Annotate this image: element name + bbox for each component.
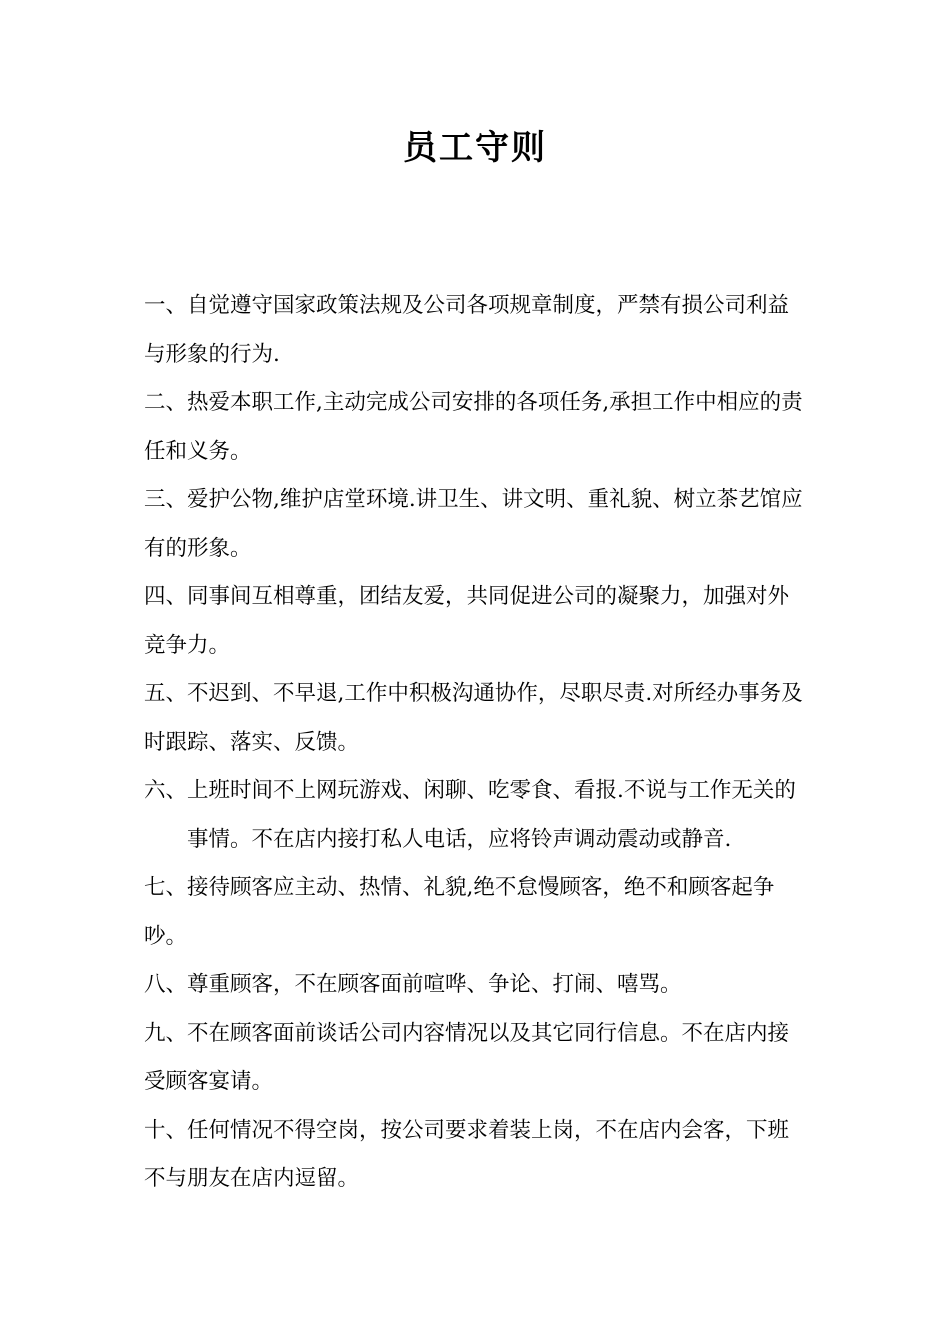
rule-item-6 (144, 767, 808, 864)
rule-item-7 (144, 864, 808, 961)
rule-text: 不在顾客面前谈话公司内容情况以及其它同行信息。不在店内接受顾客宴请。 (144, 1020, 790, 1094)
rule-text: 尊重顾客，不在顾客面前喧哗、争论、打闹、嘻骂。 (187, 972, 682, 997)
rule-text: 爱护公物,维护店堂环境.讲卫生、讲文明、重礼貌、树立茶艺馆应有的形象。 (144, 487, 803, 561)
rule-text: 自觉遵守国家政策法规及公司各项规章制度，严禁有损公司利益与形象的行为. (144, 293, 790, 367)
rules-list (144, 282, 808, 1204)
rule-text: 不迟到、不早退,工作中积极沟通协作，尽职尽责.对所经办事务及时跟踪、落实、反馈。 (144, 681, 803, 755)
rule-text: 上班时间不上网玩游戏、闲聊、吃零食、看报.不说与工作无关的事情。不在店内接打私人电话，应将铃声调动震动或静音. (187, 778, 796, 852)
rule-text: 同事间互相尊重，团结友爱，共同促进公司的凝聚力，加强对外竞争力。 (144, 584, 790, 658)
rule-number: 九、 (144, 1020, 188, 1046)
rule-number: 三、 (144, 487, 188, 512)
document-title: 员工守则 (403, 128, 547, 168)
rule-item-8 (144, 961, 808, 1010)
rule-item-3 (144, 476, 808, 573)
rule-number: 一、 (144, 293, 188, 318)
rule-text: 热爱本职工作,主动完成公司安排的各项任务,承担工作中相应的责任和义务。 (144, 390, 803, 464)
rule-item-1 (144, 282, 808, 379)
rule-number: 四、 (144, 584, 188, 609)
rule-item-5 (144, 670, 808, 767)
rule-text: 任何情况不得空岗，按公司要求着装上岗，不在店内会客，下班不与朋友在店内逗留。 (144, 1117, 790, 1191)
rule-item-10 (144, 1107, 808, 1204)
rule-item-2 (144, 379, 808, 476)
rule-text: 接待顾客应主动、热情、礼貌,绝不怠慢顾客，绝不和顾客起争吵。 (144, 875, 775, 949)
rule-number: 十、 (144, 1117, 188, 1143)
rule-number: 五、 (144, 681, 188, 706)
rule-number: 六、 (144, 778, 188, 803)
rule-item-4 (144, 573, 808, 670)
rule-number: 七、 (144, 875, 188, 900)
rule-item-9 (144, 1010, 808, 1107)
rule-number: 八、 (144, 972, 188, 997)
rule-number: 二、 (144, 390, 188, 415)
